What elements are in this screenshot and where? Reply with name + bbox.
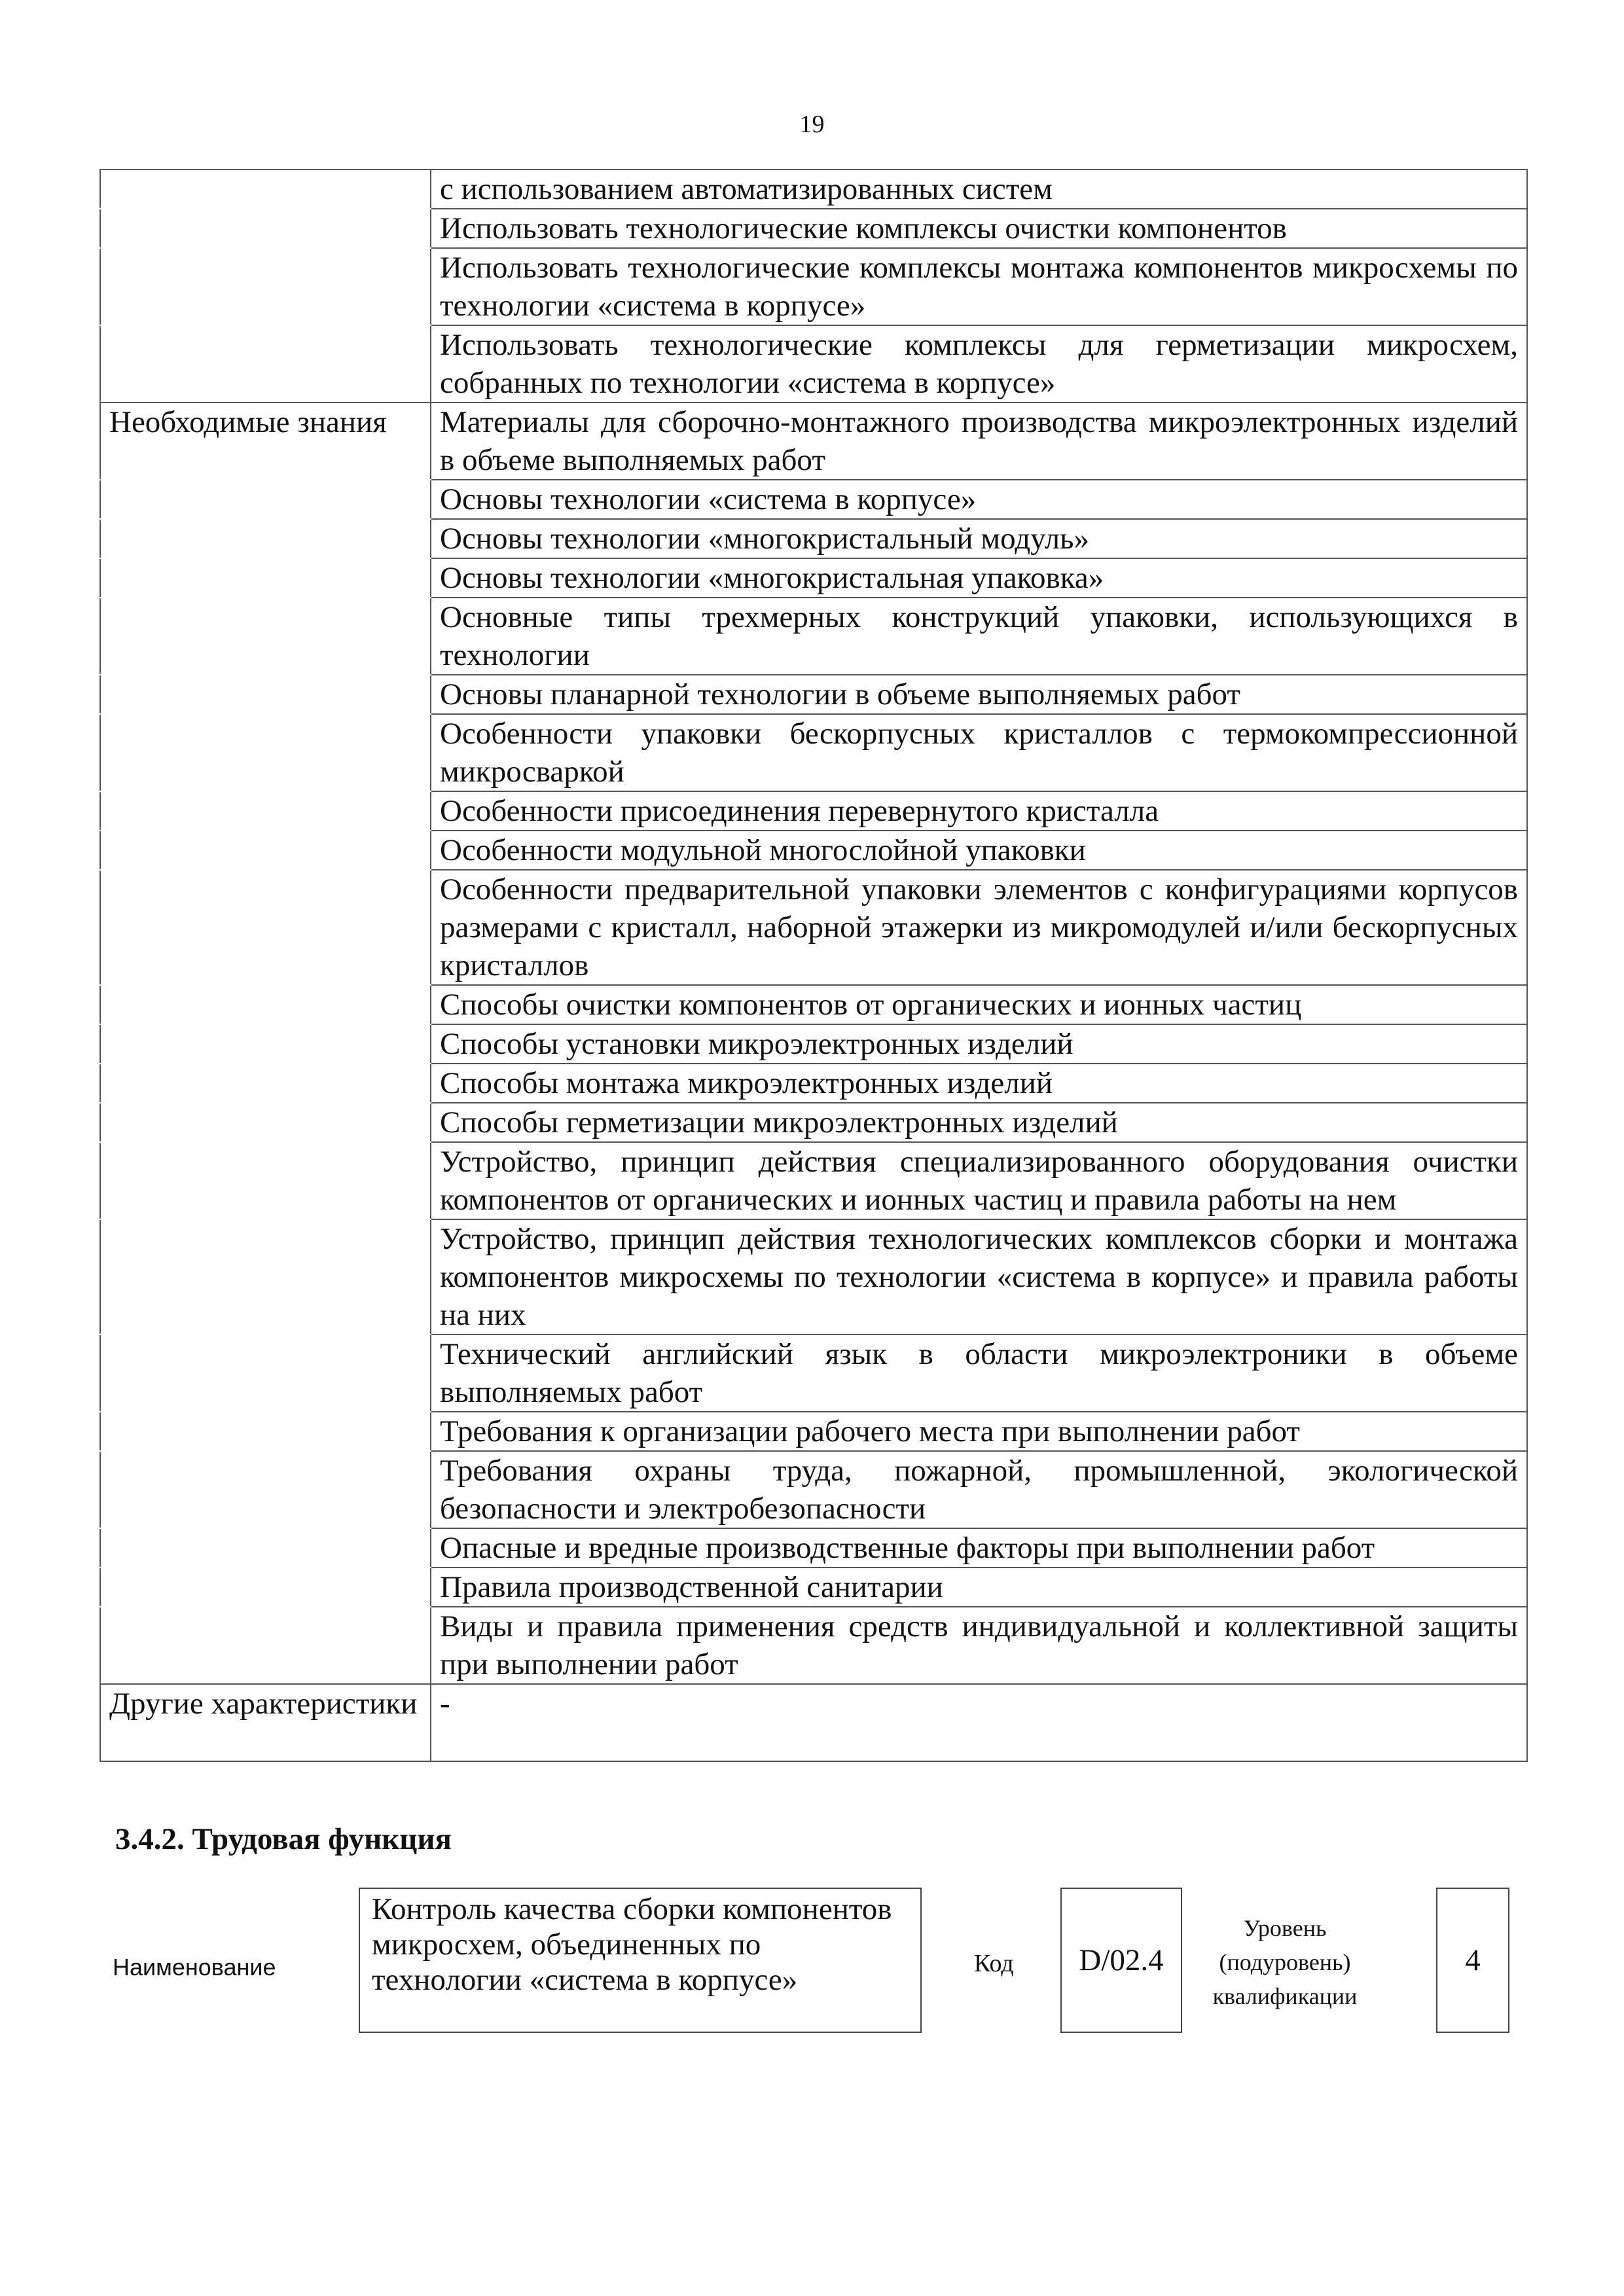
table-row xyxy=(100,209,1527,248)
table-row xyxy=(100,1219,1527,1335)
table-row xyxy=(100,675,1527,714)
table-row xyxy=(100,170,1527,209)
table-cell-knowledge: Основы планарной технологии в объеме выполняемых работ xyxy=(431,675,1527,714)
empty-label-cell xyxy=(100,791,431,831)
empty-label-cell xyxy=(100,480,431,519)
table-row xyxy=(100,598,1527,675)
table-cell-knowledge: Способы установки микроэлектронных изделий xyxy=(431,1024,1527,1064)
table-cell-skill: с использованием автоматизированных систем xyxy=(431,170,1527,209)
table-cell-knowledge: Виды и правила применения средств индивидуальной и коллективной защиты при выполнении работ xyxy=(431,1607,1527,1684)
table-row xyxy=(100,1024,1527,1064)
table-row xyxy=(100,1064,1527,1103)
table-cell-knowledge: Основы технологии «многокристальный модуль» xyxy=(431,519,1527,558)
table-row xyxy=(100,1451,1527,1528)
empty-label-cell xyxy=(100,985,431,1024)
empty-label-cell xyxy=(100,1607,431,1684)
table-row xyxy=(100,519,1527,558)
table-cell-knowledge: Особенности присоединения перевернутого кристалла xyxy=(431,791,1527,831)
table-row xyxy=(100,1335,1527,1412)
empty-label-cell xyxy=(100,558,431,598)
table-row xyxy=(100,1103,1527,1142)
table-cell-knowledge: Требования к организации рабочего места при выполнении работ xyxy=(431,1412,1527,1451)
table-cell-knowledge: Правила производственной санитарии xyxy=(431,1568,1527,1607)
table-cell-knowledge: Особенности упаковки бескорпусных кристаллов с термокомпрессионной микросваркой xyxy=(431,714,1527,791)
table-cell-knowledge: Устройство, принцип действия технологических комплексов сборки и монтажа компонентов микросхемы по технологии «система в корпусе» и правила работы на них xyxy=(431,1219,1527,1335)
function-name-label: Наименование xyxy=(113,1954,276,1981)
knowledge-label: Необходимые знания xyxy=(100,403,431,480)
empty-label-cell xyxy=(100,1142,431,1219)
table-cell-knowledge: Особенности модульной многослойной упаковки xyxy=(431,831,1527,870)
empty-label-cell xyxy=(100,1412,431,1451)
table-row xyxy=(100,248,1527,325)
table-cell-knowledge: Технический английский язык в области микроэлектроники в объеме выполняемых работ xyxy=(431,1335,1527,1412)
empty-label-cell xyxy=(100,1103,431,1142)
table-cell-knowledge: Способы очистки компонентов от органических и ионных частиц xyxy=(431,985,1527,1024)
other-characteristics-value: - xyxy=(431,1684,1527,1761)
empty-label-cell xyxy=(100,248,431,325)
table-row xyxy=(100,1684,1527,1761)
empty-label-cell xyxy=(100,1451,431,1528)
table-cell-knowledge: Особенности предварительной упаковки элементов с конфигурациями корпусов размерами с кристалл, наборной этажерки из микромодулей и/или бескорпусных кристаллов xyxy=(431,870,1527,985)
knowledge-table xyxy=(99,169,1528,1762)
table-row xyxy=(100,558,1527,598)
empty-label-cell xyxy=(100,209,431,248)
empty-label-cell xyxy=(100,1219,431,1335)
function-code-label: Код xyxy=(974,1950,1014,1977)
table-row xyxy=(100,870,1527,985)
table-row xyxy=(100,1528,1527,1568)
function-level-value: 4 xyxy=(1436,1888,1509,2033)
table-row xyxy=(100,1607,1527,1684)
section-heading: 3.4.2. Трудовая функция xyxy=(115,1822,452,1856)
table-cell-knowledge: Основные типы трехмерных конструкций упаковки, использующихся в технологии xyxy=(431,598,1527,675)
empty-label-cell xyxy=(100,831,431,870)
function-code-value: D/02.4 xyxy=(1060,1888,1182,2033)
empty-label-cell xyxy=(100,1568,431,1607)
table-row xyxy=(100,1142,1527,1219)
table-row xyxy=(100,403,1527,480)
empty-label-cell xyxy=(100,1024,431,1064)
table-cell-skill: Использовать технологические комплексы для герметизации микросхем, собранных по технологии «система в корпусе» xyxy=(431,325,1527,403)
table-row xyxy=(100,714,1527,791)
empty-label-cell xyxy=(100,598,431,675)
table-cell-skill: Использовать технологические комплексы очистки компонентов xyxy=(431,209,1527,248)
empty-label-cell xyxy=(100,1335,431,1412)
table-cell-skill: Использовать технологические комплексы монтажа компонентов микросхемы по технологии «система в корпусе» xyxy=(431,248,1527,325)
empty-label-cell xyxy=(100,714,431,791)
table-row xyxy=(100,1568,1527,1607)
function-name-value: Контроль качества сборки компонентов микросхем, объединенных по технологии «система в корпусе» xyxy=(359,1888,922,2033)
empty-label-cell xyxy=(100,170,431,209)
empty-label-cell xyxy=(100,1064,431,1103)
table-cell-knowledge: Способы монтажа микроэлектронных изделий xyxy=(431,1064,1527,1103)
table-row xyxy=(100,985,1527,1024)
table-cell-knowledge: Требования охраны труда, пожарной, промышленной, экологической безопасности и электробезопасности xyxy=(431,1451,1527,1528)
empty-label-cell xyxy=(100,675,431,714)
table-cell-knowledge: Способы герметизации микроэлектронных изделий xyxy=(431,1103,1527,1142)
table-cell-knowledge: Основы технологии «многокристальная упаковка» xyxy=(431,558,1527,598)
table-row xyxy=(100,325,1527,403)
table-cell-knowledge: Устройство, принцип действия специализированного оборудования очистки компонентов от органических и ионных частиц и правила работы на нем xyxy=(431,1142,1527,1219)
empty-label-cell xyxy=(100,1528,431,1568)
table-row xyxy=(100,480,1527,519)
empty-label-cell xyxy=(100,519,431,558)
table-row xyxy=(100,1412,1527,1451)
function-level-label: Уровень (подуровень) квалификации xyxy=(1212,1915,1358,2009)
table-cell-knowledge: Опасные и вредные производственные факторы при выполнении работ xyxy=(431,1528,1527,1568)
table-cell-knowledge: Основы технологии «система в корпусе» xyxy=(431,480,1527,519)
table-cell-knowledge: Материалы для сборочно-монтажного производства микроэлектронных изделий в объеме выполняемых работ xyxy=(431,403,1527,480)
empty-label-cell xyxy=(100,870,431,985)
page-number: 19 xyxy=(799,111,825,138)
table-row xyxy=(100,791,1527,831)
other-characteristics-label: Другие характеристики xyxy=(100,1684,431,1761)
table-row xyxy=(100,831,1527,870)
empty-label-cell xyxy=(100,325,431,403)
